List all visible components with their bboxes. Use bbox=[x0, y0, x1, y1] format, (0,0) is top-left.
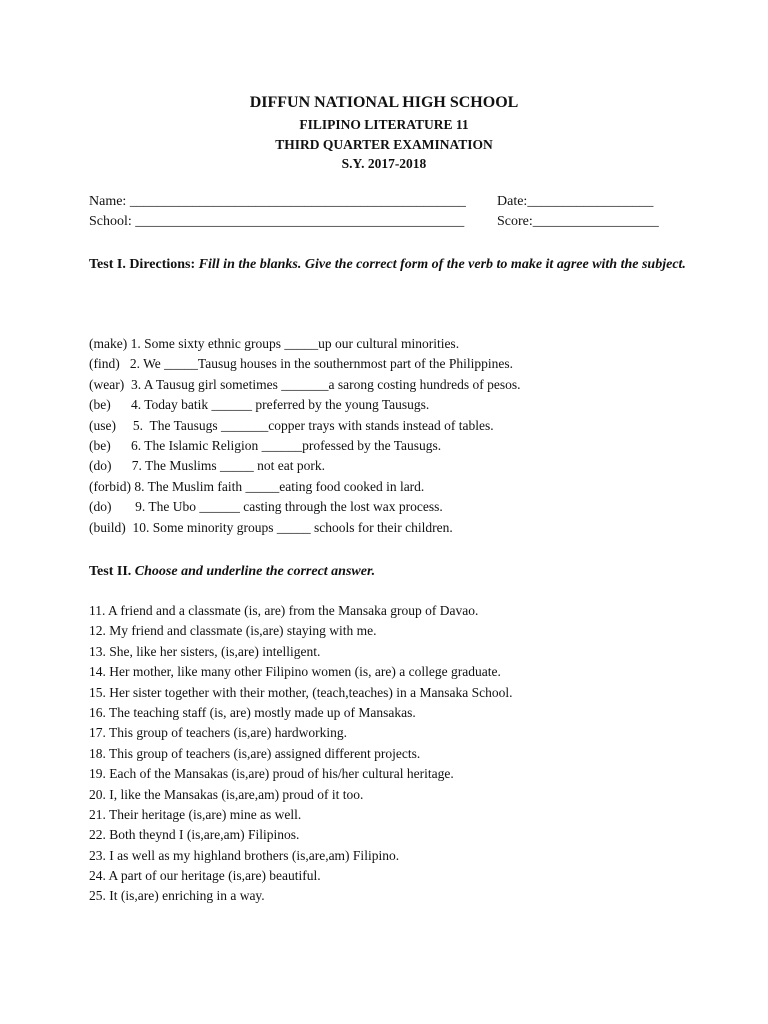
fill-in-item[interactable]: (be) 4. Today batik ______ preferred by the young Tausugs. bbox=[89, 397, 430, 413]
fill-in-item[interactable]: (find) 2. We _____Tausug houses in the southernmost part of the Philippines. bbox=[89, 356, 514, 372]
test2-directions bbox=[89, 561, 689, 582]
school-field[interactable]: School: _______________________________________________ bbox=[89, 214, 465, 229]
choice-item[interactable]: 21. Their heritage (is,are) mine as well. bbox=[89, 806, 302, 822]
fill-in-item[interactable]: (build) 10. Some minority groups _____ schools for their children. bbox=[89, 519, 453, 535]
fill-in-item[interactable]: (wear) 3. A Tausug girl sometimes _______a sarong costing hundreds of pesos. bbox=[89, 376, 521, 392]
choice-item[interactable]: 25. It (is,are) enriching in a way. bbox=[89, 888, 265, 904]
exam-title: THIRD QUARTER EXAMINATION bbox=[275, 137, 493, 152]
choice-item[interactable]: 15. Her sister together with their mother, (teach,teaches) in a Mansaka School. bbox=[89, 684, 513, 700]
score-field[interactable]: Score:__________________ bbox=[497, 214, 659, 229]
choice-item[interactable]: 18. This group of teachers (is,are) assigned different projects. bbox=[89, 745, 421, 761]
test2-instructions: Choose and underline the correct answer. bbox=[134, 564, 376, 579]
fill-in-item[interactable]: (do) 9. The Ubo ______ casting through the lost wax process. bbox=[89, 499, 443, 515]
test1-item-list bbox=[89, 334, 521, 538]
fill-in-item[interactable]: (make) 1. Some sixty ethnic groups _____up our cultural minorities. bbox=[89, 336, 460, 351]
test1-label: Test I. Directions: bbox=[89, 257, 199, 272]
fill-in-item[interactable]: (do) 7. The Muslims _____ not eat pork. bbox=[89, 458, 325, 474]
choice-item[interactable]: 24. A part of our heritage (is,are) beautiful. bbox=[89, 868, 321, 884]
fill-in-item[interactable]: (forbid) 8. The Muslim faith _____eating food cooked in lard. bbox=[89, 478, 425, 494]
test2-label: Test II. bbox=[89, 564, 135, 579]
choice-item[interactable]: 14. Her mother, like many other Filipino women (is, are) a college graduate. bbox=[89, 664, 501, 680]
choice-item[interactable]: 20. I, like the Mansakas (is,are,am) proud of it too. bbox=[89, 786, 364, 802]
name-field[interactable]: Name: ________________________________________________ bbox=[89, 194, 466, 209]
choice-item[interactable]: 22. Both theynd I (is,are,am) Filipinos. bbox=[89, 827, 300, 843]
choice-item[interactable]: 17. This group of teachers (is,are) hardworking. bbox=[89, 725, 348, 741]
choice-item[interactable]: 16. The teaching staff (is, are) mostly made up of Mansakas. bbox=[89, 704, 416, 720]
choice-item[interactable]: 12. My friend and classmate (is,are) staying with me. bbox=[89, 623, 377, 639]
school-name: DIFFUN NATIONAL HIGH SCHOOL bbox=[249, 94, 519, 111]
subject-title: FILIPINO LITERATURE 11 bbox=[299, 117, 469, 132]
choice-item[interactable]: 19. Each of the Mansakas (is,are) proud of his/her cultural heritage. bbox=[89, 766, 454, 782]
choice-item[interactable]: 23. I as well as my highland brothers (is,are,am) Filipino. bbox=[89, 847, 400, 863]
test1-instructions: Fill in the blanks. Give the correct form of the verb to make it agree with the subject. bbox=[198, 257, 686, 272]
choice-item[interactable]: 11. A friend and a classmate (is, are) from the Mansaka group of Davao. bbox=[89, 603, 479, 618]
test1-directions bbox=[89, 254, 689, 275]
fill-in-item[interactable]: (use) 5. The Tausugs _______copper trays with stands instead of tables. bbox=[89, 417, 494, 433]
school-year: S.Y. 2017-2018 bbox=[341, 156, 427, 171]
date-field[interactable]: Date:__________________ bbox=[497, 194, 654, 209]
test2-item-list bbox=[89, 601, 512, 907]
fill-in-item[interactable]: (be) 6. The Islamic Religion ______professed by the Tausugs. bbox=[89, 437, 442, 453]
choice-item[interactable]: 13. She, like her sisters, (is,are) intelligent. bbox=[89, 643, 321, 659]
